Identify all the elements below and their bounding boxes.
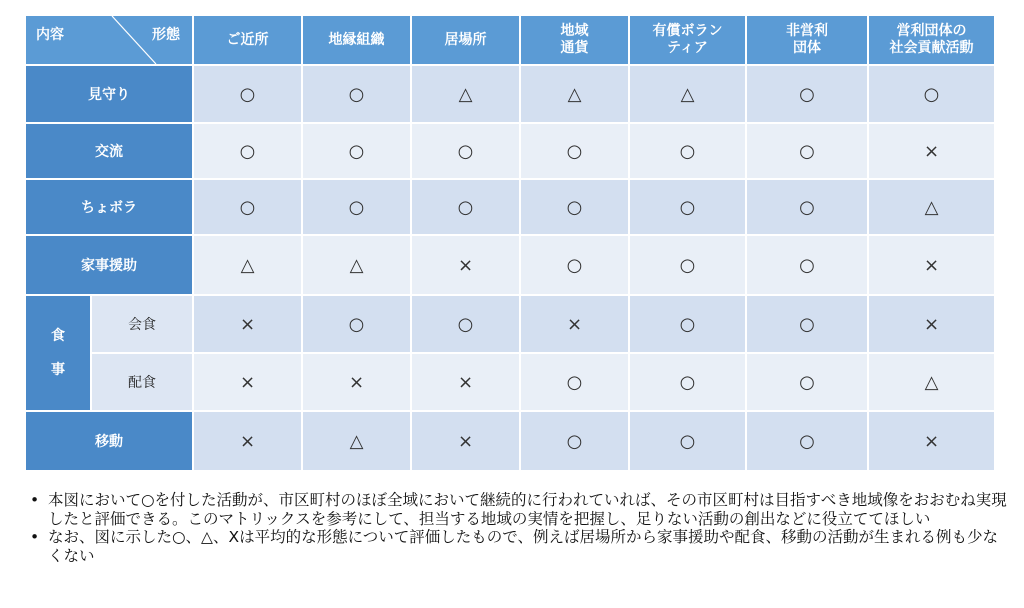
rating-cell: ○ xyxy=(521,180,628,234)
rating-cell: ○ xyxy=(303,66,410,122)
row-label: 見守り xyxy=(26,66,192,122)
rating-cell: × xyxy=(869,296,994,352)
row-label: ちょボラ xyxy=(26,180,192,234)
column-header: 地縁組織 xyxy=(303,16,410,64)
rating-cell: × xyxy=(869,236,994,294)
column-header: 有償ボラン ティア xyxy=(630,16,745,64)
rating-cell: × xyxy=(412,236,519,294)
rating-cell: × xyxy=(521,296,628,352)
rating-cell: ○ xyxy=(412,180,519,234)
rating-cell: × xyxy=(194,412,301,470)
rating-cell: ○ xyxy=(194,124,301,178)
table-corner-header xyxy=(26,16,192,64)
table-row xyxy=(26,236,994,294)
row-label: 家事援助 xyxy=(26,236,192,294)
rating-cell: × xyxy=(194,296,301,352)
rating-cell: ○ xyxy=(303,124,410,178)
note-text: 本図において○を付した活動が、市区町村のほぼ全域において継続的に行われていれば、その市区町村は目指すべき地域像をおおむね実現したと評価できる。このマトリックスを参考にして、担当する地域の実情を把握し、足りない活動の創出などに役立ててほしい xyxy=(48,491,1007,528)
rating-cell: ○ xyxy=(412,296,519,352)
table-row xyxy=(26,124,994,178)
rating-cell: ○ xyxy=(747,412,867,470)
activity-matrix-table xyxy=(24,14,996,472)
rating-cell: △ xyxy=(303,412,410,470)
rating-cell: ○ xyxy=(521,412,628,470)
column-header: 地域 通貨 xyxy=(521,16,628,64)
row-label: 交流 xyxy=(26,124,192,178)
rating-cell: △ xyxy=(869,180,994,234)
note-text: なお、図に示した○、△、Xは平均的な形態について評価したもので、例えば居場所から家事援助や配食、移動の活動が生まれる例も少なくない xyxy=(48,528,998,565)
note-item xyxy=(28,491,1008,528)
column-header: 非営利 団体 xyxy=(747,16,867,64)
rating-cell: △ xyxy=(630,66,745,122)
rating-cell: △ xyxy=(521,66,628,122)
rating-cell: ○ xyxy=(521,124,628,178)
rating-cell: ○ xyxy=(747,354,867,410)
rating-cell: ○ xyxy=(747,296,867,352)
rating-cell: ○ xyxy=(630,412,745,470)
rating-cell: △ xyxy=(194,236,301,294)
rating-cell: × xyxy=(869,412,994,470)
corner-label-form: 形態 xyxy=(152,27,180,43)
row-label: 配食 xyxy=(92,354,192,410)
note-item xyxy=(28,528,1008,565)
rating-cell: ○ xyxy=(303,180,410,234)
rating-cell: ○ xyxy=(747,180,867,234)
rating-cell: ○ xyxy=(747,236,867,294)
table-row xyxy=(26,296,994,352)
rating-cell: △ xyxy=(412,66,519,122)
rating-cell: △ xyxy=(869,354,994,410)
table-row xyxy=(26,412,994,470)
rating-cell: × xyxy=(412,412,519,470)
column-header: 営利団体の 社会貢献活動 xyxy=(869,16,994,64)
rating-cell: ○ xyxy=(521,354,628,410)
row-label: 移動 xyxy=(26,412,192,470)
rating-cell: ○ xyxy=(630,354,745,410)
rating-cell: × xyxy=(869,124,994,178)
group-label-meal: 食 事 xyxy=(26,296,90,410)
corner-label-content: 内容 xyxy=(36,27,64,43)
rating-cell: ○ xyxy=(412,124,519,178)
rating-cell: ○ xyxy=(869,66,994,122)
column-header: ご近所 xyxy=(194,16,301,64)
rating-cell: × xyxy=(194,354,301,410)
rating-cell: ○ xyxy=(630,296,745,352)
rating-cell: × xyxy=(303,354,410,410)
table-row xyxy=(26,66,994,122)
rating-cell: ○ xyxy=(630,180,745,234)
table-row xyxy=(26,354,994,410)
notes-list xyxy=(28,491,1008,565)
rating-cell: ○ xyxy=(194,66,301,122)
row-label: 会食 xyxy=(92,296,192,352)
rating-cell: ○ xyxy=(194,180,301,234)
table-row xyxy=(26,180,994,234)
rating-cell: △ xyxy=(303,236,410,294)
rating-cell: ○ xyxy=(630,236,745,294)
bullet-icon: • xyxy=(30,491,40,509)
column-header: 居場所 xyxy=(412,16,519,64)
rating-cell: ○ xyxy=(521,236,628,294)
rating-cell: ○ xyxy=(747,124,867,178)
rating-cell: ○ xyxy=(303,296,410,352)
bullet-icon: • xyxy=(30,528,40,546)
rating-cell: ○ xyxy=(747,66,867,122)
rating-cell: × xyxy=(412,354,519,410)
rating-cell: ○ xyxy=(630,124,745,178)
